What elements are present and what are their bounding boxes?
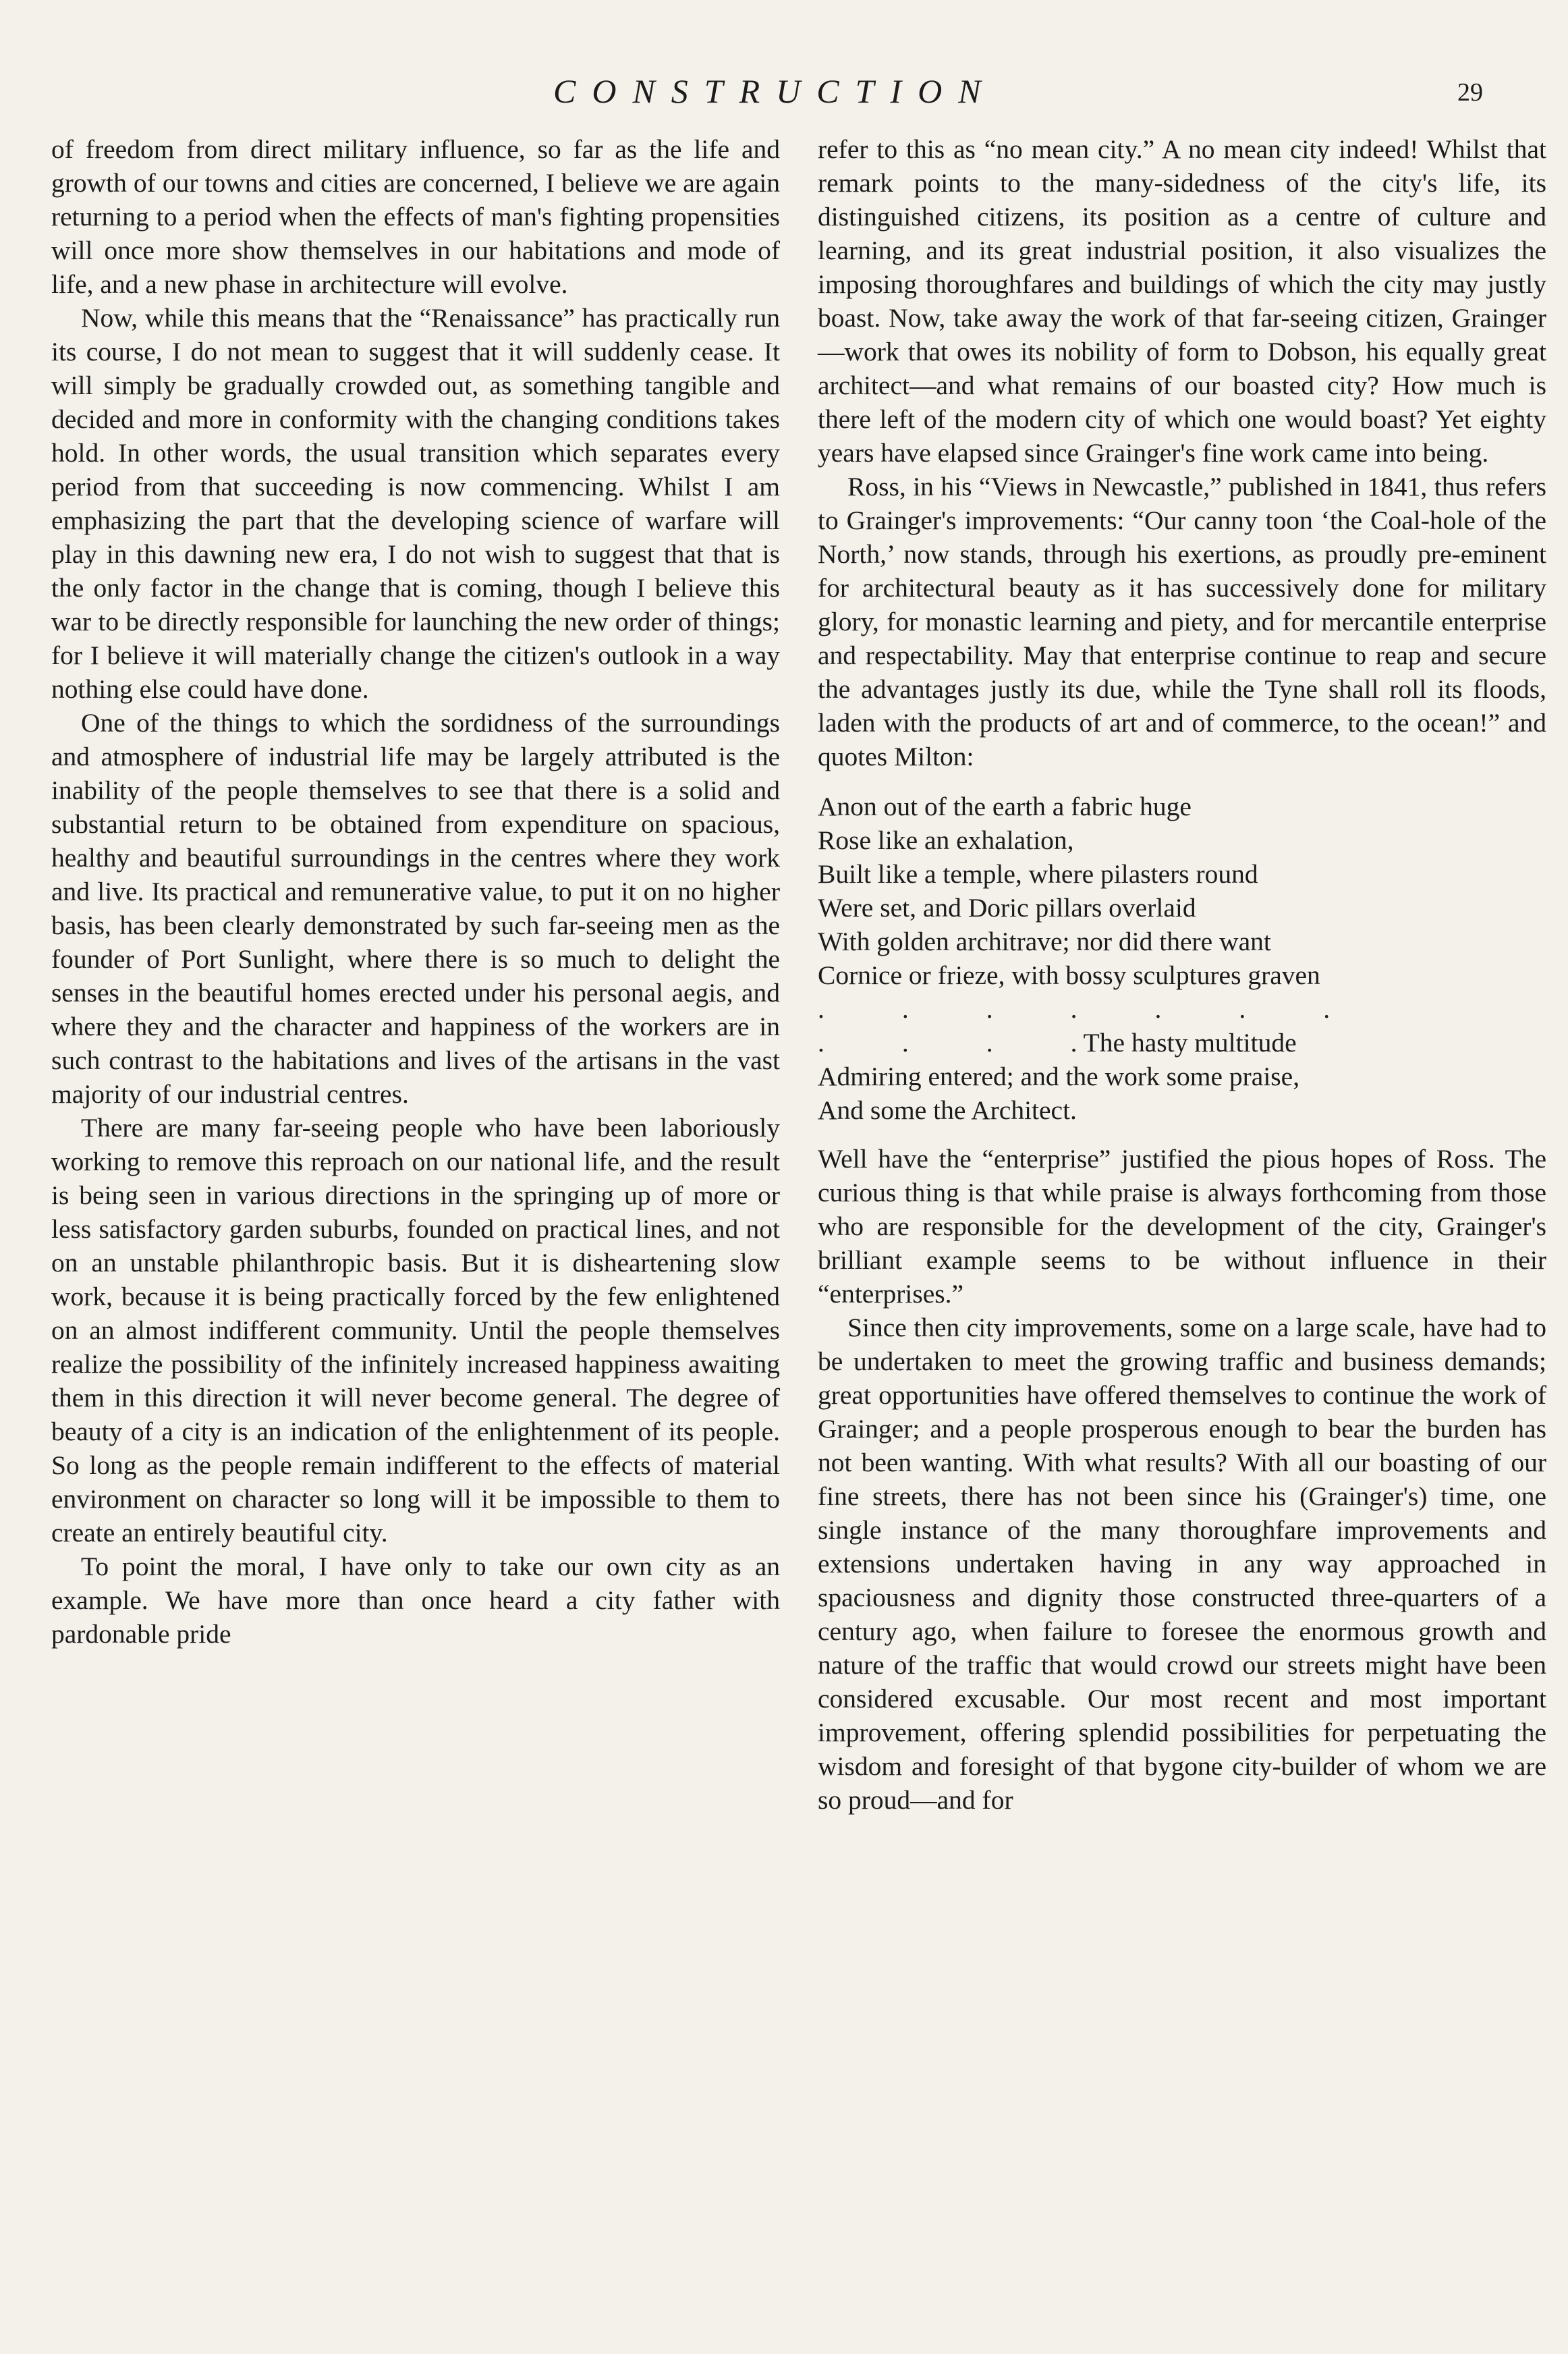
poem-ellipsis: . . . . . . . (818, 994, 1333, 1024)
right-column (818, 132, 1546, 1817)
milton-quotation (818, 790, 1546, 1127)
paragraph: There are many far-seeing people who have been laboriously working to remove this reproach on our national life, and the result is being seen in various directions in the springing up of more or less satisfactory garden suburbs, founded on practical lines, and not on an unstable philanthropic basis. But it is disheartening slow work, because it is being practically forced by the few enlightened on an almost indifferent community. Until the people themselves realize the possibility of the infinitely increased happiness awaiting them in this direction it will never become general. The degree of beauty of a city is an indication of the enlightenment of its people. So long as the people remain indifferent to the effects of material environment on character so long will it be impossible to them to create an entirely beautiful city. (51, 1113, 780, 1548)
paragraph: Ross, in his “Views in Newcastle,” published in 1841, thus refers to Grainger's improvements: “Our canny toon ‘the Coal-hole of the North,’ now stands, through his exertions, as proudly pre-eminent for architectural beauty as it has successively done for military glory, for monastic learning and piety, and for mercantile enterprise and respectability. May that enterprise continue to reap and secure the advantages justly its due, while the Tyne shall roll its floods, laden with the products of art and of commerce, to the ocean!” and quotes Milton: (818, 472, 1546, 771)
poem-line: Built like a temple, where pilasters round (818, 859, 1258, 889)
page-header (0, 67, 1568, 121)
paragraph: To point the moral, I have only to take our own city as an example. We have more than once heard a city father with pardonable pride (51, 1552, 780, 1649)
paragraph: One of the things to which the sordidness of the surroundings and atmosphere of industrial life may be largely attributed is the inability of the people themselves to see that there is a solid and substantial return to be obtained from expenditure on spacious, healthy and beautiful surroundings in the centres where they work and live. Its practical and remunerative value, to put it on no higher basis, has been clearly demonstrated by such far-seeing men as the founder of Port Sunlight, where there is so much to delight the senses in the beautiful homes erected under his personal aegis, and where they and the character and happiness of the workers are in such contrast to the habitations and lives of the artisans in the vast majority of our industrial centres. (51, 708, 780, 1109)
paragraph: refer to this as “no mean city.” A no mean city indeed! Whilst that remark points to the many-sidedness of the city's life, its distinguished citizens, its position as a centre of culture and learning, and its great industrial position, it also visualizes the imposing thoroughfares and buildings of which the city may justly boast. Now, take away the work of that far-seeing citizen, Grainger—work that owes its nobility of form to Dobson, his equally great architect—and what remains of our boasted city? How much is there left of the modern city of which one would boast? Yet eighty years have elapsed since Grainger's fine work came into being. (818, 134, 1546, 468)
poem-line (818, 1026, 1546, 1060)
poem-line: Cornice or frieze, with bossy sculptures graven (818, 960, 1320, 990)
poem-line: And some the Architect. (818, 1095, 1077, 1125)
paragraph: Since then city improvements, some on a large scale, have had to be undertaken to meet the growing traffic and business demands; great opportunities have offered themselves to continue the work of Grainger; and a people prosperous enough to bear the burden has not been wanting. With what results? With all our boasting of our fine streets, there has not been since his (Grainger's) time, one single instance of the many thoroughfare improvements and extensions undertaken having in any way approached in spaciousness and dignity those constructed three-quarters of a century ago, when failure to foresee the enormous growth and nature of the traffic that would crowd our streets might have been considered excusable. Our most recent and most important improvement, offering splendid possibilities for perpetuating the wisdom and foresight of that bygone city-builder of whom we are so proud—and for (818, 1313, 1546, 1815)
poem-continuation: . The hasty multitude (1070, 1028, 1297, 1058)
page-number: 29 (1457, 78, 1483, 107)
poem-line: Rose like an exhalation, (818, 825, 1074, 855)
poem-line: Admiring entered; and the work some praise, (818, 1062, 1300, 1091)
paragraph: of freedom from direct military influence, so far as the life and growth of our towns and cities are concerned, I believe we are again returning to a period when the effects of man's fighting propensities will once more show themselves in our habitations and mode of life, and a new phase in architecture will evolve. (51, 134, 780, 299)
paragraph: Well have the “enterprise” justified the pious hopes of Ross. The curious thing is that while praise is always forthcoming from those who are responsible for the development of the city, Grainger's brilliant example seems to be without influence in their “enterprises.” (818, 1144, 1546, 1309)
poem-ellipsis-lead: . . . (818, 1028, 1071, 1058)
poem-line: Were set, and Doric pillars overlaid (818, 893, 1196, 923)
poem-line: Anon out of the earth a fabric huge (818, 792, 1192, 821)
paragraph: Now, while this means that the “Renaissance” has practically run its course, I do not mean to suggest that it will suddenly cease. It will simply be gradually crowded out, as something tangible and decided and more in conformity with the changing conditions takes hold. In other words, the usual transition which separates every period from that succeeding is now commencing. Whilst I am emphasizing the part that the developing science of warfare will play in this dawning new era, I do not wish to suggest that that is the only factor in the change that is coming, though I believe this war to be directly responsible for launching the new order of things; for I believe it will materially change the citizen's outlook in a way nothing else could have done. (51, 303, 780, 704)
left-column (51, 132, 780, 1651)
poem-line: With golden architrave; nor did there want (818, 927, 1271, 956)
running-title: CONSTRUCTION (553, 72, 997, 110)
